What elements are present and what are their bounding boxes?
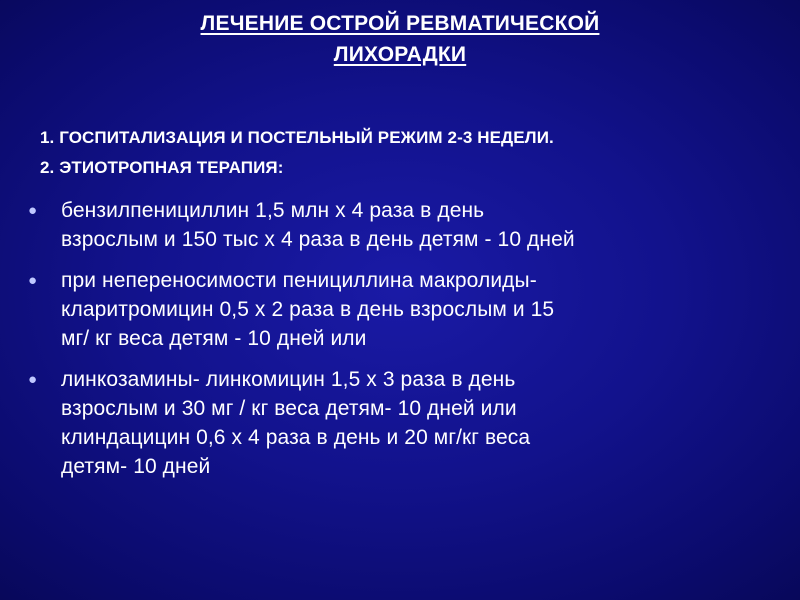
numbered-list: [40, 123, 780, 183]
bullet-line: взрослым и 150 тыс х 4 раза в день детям - 10 дней: [61, 228, 575, 251]
bullet-dot-icon: ●: [28, 202, 38, 219]
bullet-dot-icon: ●: [28, 371, 38, 388]
bullet-line: линкозамины- линкомицин 1,5 х 3 раза в день: [61, 368, 516, 391]
title-line-1: ЛЕЧЕНИЕ ОСТРОЙ РЕВМАТИЧЕСКОЙ: [200, 12, 600, 35]
bullet-item-benzylpenicillin: [28, 196, 788, 254]
bullet-line: клиндацицин 0,6 х 4 раза в день и 20 мг/кг веса: [61, 426, 531, 449]
bullet-line: при непереносимости пенициллина макролиды-: [61, 269, 537, 292]
numbered-item-hospitalization: 1. ГОСПИТАЛИЗАЦИЯ И ПОСТЕЛЬНЫЙ РЕЖИМ 2-3 НЕДЕЛИ.: [40, 128, 554, 147]
slide-title: [0, 8, 800, 70]
bullet-line: взрослым и 30 мг / кг веса детям- 10 дней или: [61, 397, 517, 420]
title-line-2: ЛИХОРАДКИ: [333, 43, 467, 66]
bullet-line: мг/ кг веса детям - 10 дней или: [61, 327, 367, 350]
bullet-item-lincosamides: [28, 365, 788, 481]
bullet-dot-icon: ●: [28, 272, 38, 289]
bullet-list: [28, 196, 788, 493]
bullet-line: кларитромицин 0,5 х 2 раза в день взрослым и 15: [61, 298, 555, 321]
bullet-item-macrolides: [28, 266, 788, 353]
bullet-line: детям- 10 дней: [61, 455, 211, 478]
numbered-item-etiotropic-therapy: 2. ЭТИОТРОПНАЯ ТЕРАПИЯ:: [40, 158, 284, 177]
bullet-line: бензилпенициллин 1,5 млн х 4 раза в день: [61, 199, 485, 222]
